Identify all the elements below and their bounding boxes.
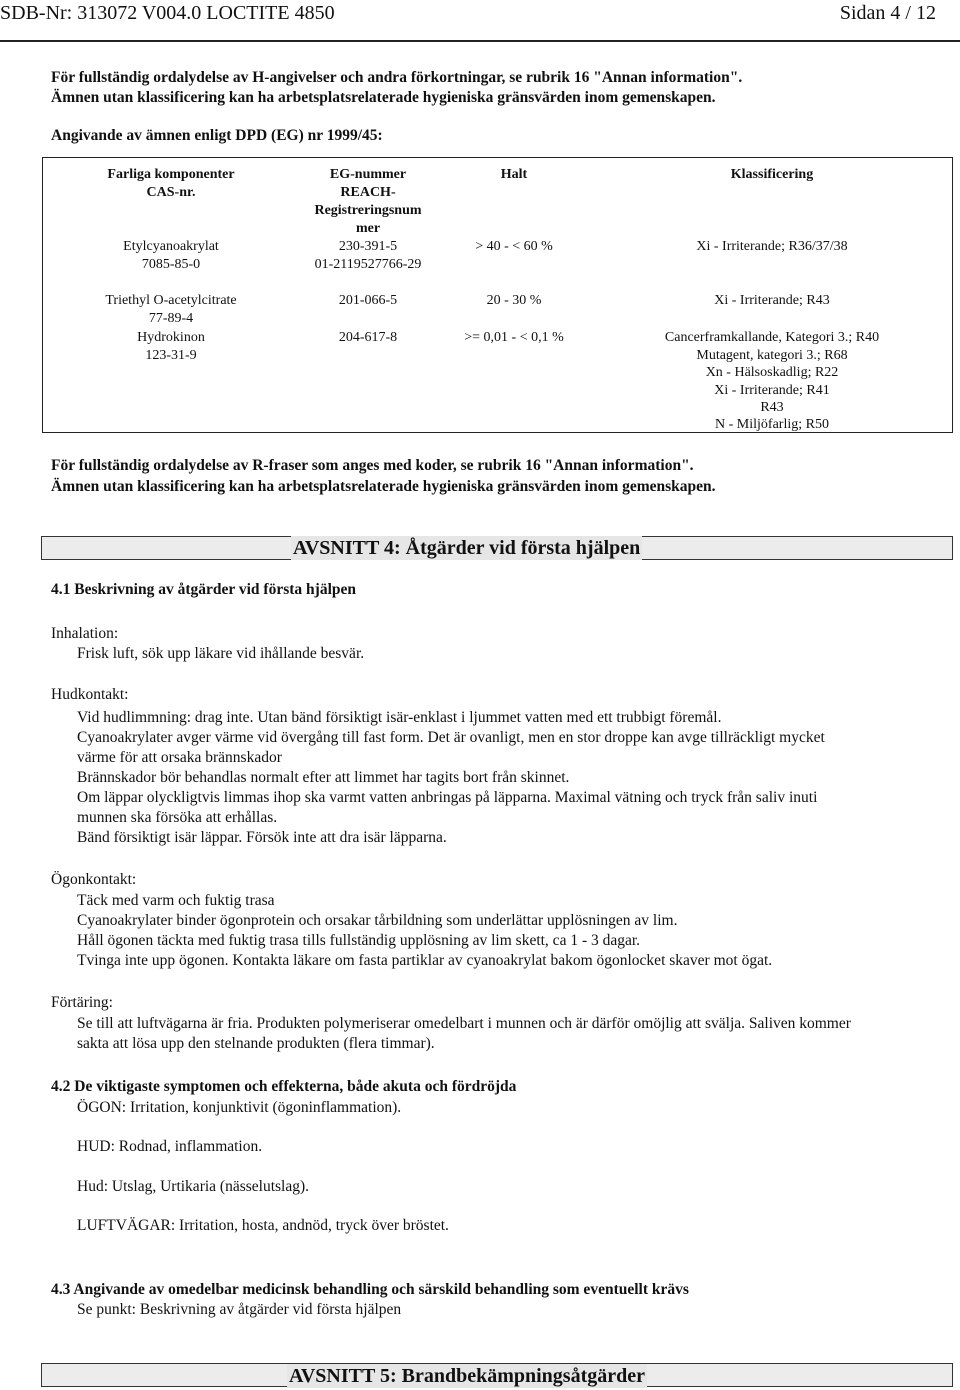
limits-note: Ämnen utan klassificering kan ha arbetsplatsrelaterade hygieniska gränsvärden inom gemenskapen. [51, 478, 716, 495]
header-components: Farliga komponenter [107, 167, 235, 182]
hud-line-4: Brännskador bör behandlas normalt efter att limmet har tagits bort från skinnet. [77, 769, 570, 786]
row3-cas: 123-31-9 [145, 348, 197, 363]
fortaring-label: Förtäring: [51, 994, 113, 1011]
header-eg: EG-nummer [329, 167, 407, 182]
row2-name: Triethyl O-acetylcitrate [105, 293, 237, 308]
row3-klass-6: N - Miljöfarlig; R50 [715, 417, 829, 432]
ogon-line-4: Tvinga inte upp ögonen. Kontakta läkare om fasta partiklar av cyanoakrylat bakom ögonlocket skaver mot ögat. [77, 952, 773, 969]
intro-note-h-phrases: För fullständig ordalydelse av H-angivelser och andra förkortningar, se rubrik 16 "Annan information". [51, 69, 743, 86]
row3-klass-4: Xi - Irriterande; R41 [714, 383, 830, 398]
header-cas: CAS-nr. [146, 185, 196, 200]
intro-note-limits: Ämnen utan klassificering kan ha arbetsplatsrelaterade hygieniska gränsvärden inom gemenskapen. [51, 89, 716, 106]
hud-line-6: munnen ska försöka att erhållas. [77, 809, 278, 826]
subsection-4-2: 4.2 De viktigaste symptomen och effekterna, både akuta och fördröjda [51, 1078, 517, 1095]
row3-klass-3: Xn - Hälsoskadlig; R22 [705, 365, 839, 380]
row2-halt: 20 - 30 % [486, 293, 542, 308]
row3-name: Hydrokinon [137, 330, 205, 345]
fortaring-line-1: Se till att luftvägarna är fria. Produkten polymeriserar omedelbart i munnen och är därför omöjlig att svälja. Saliven kommer [77, 1015, 851, 1032]
r-phrases-note: För fullständig ordalydelse av R-fraser som anges med koder, se rubrik 16 "Annan information". [51, 457, 694, 474]
symptom-hud-utslag: Hud: Utslag, Urtikaria (nässelutslag). [77, 1178, 310, 1195]
symptom-hud: HUD: Rodnad, inflammation. [77, 1138, 263, 1155]
symptom-ogon: ÖGON: Irritation, konjunktivit (ögoninflammation). [77, 1099, 402, 1116]
row1-eg: 230-391-5 [338, 239, 398, 254]
row3-halt: >= 0,01 - < 0,1 % [464, 330, 564, 345]
ogon-line-2: Cyanoakrylater binder ögonprotein och orsakar tårbildning som underlättar upplösningen av lim. [77, 912, 678, 929]
row2-cas: 77-89-4 [148, 311, 194, 326]
subsection-4-1: 4.1 Beskrivning av åtgärder vid första hjälpen [51, 581, 356, 598]
section4-title: AVSNITT 4: Åtgärder vid första hjälpen [293, 537, 641, 559]
header-reach-reg: Registreringsnum [314, 203, 422, 218]
subsection-4-3: 4.3 Angivande av omedelbar medicinsk behandling och särskild behandling som eventuellt krävs [51, 1281, 689, 1298]
hud-label: Hudkontakt: [51, 686, 129, 703]
row3-klass-2: Mutagent, kategori 3.; R68 [696, 348, 848, 363]
header-reach-mer: mer [355, 221, 381, 236]
ogon-line-3: Håll ögonen täckta med fuktig trasa tills fullständig upplösning av lim skett, ca 1 - 3 dagar. [77, 932, 641, 949]
row3-klass-1: Cancerframkallande, Kategori 3.; R40 [664, 330, 880, 345]
row2-eg: 201-066-5 [338, 293, 398, 308]
row3-eg: 204-617-8 [338, 330, 398, 345]
inhalation-label: Inhalation: [51, 625, 119, 642]
header-reach: REACH- [340, 185, 396, 200]
header-klassificering: Klassificering [730, 167, 814, 182]
ogon-line-1: Täck med varm och fuktig trasa [77, 892, 275, 909]
row1-cas: 7085-85-0 [141, 257, 201, 272]
dpd-heading: Angivande av ämnen enligt DPD (EG) nr 1999/45: [51, 127, 383, 144]
document-header-left: SDB-Nr: 313072 V004.0 LOCTITE 4850 [0, 2, 335, 24]
hud-line-3: värme för att orsaka brännskador [77, 749, 282, 766]
row1-klass: Xi - Irriterande; R36/37/38 [696, 239, 848, 254]
subsection-4-3-text: Se punkt: Beskrivning av åtgärder vid första hjälpen [77, 1301, 402, 1318]
ogon-label: Ögonkontakt: [51, 871, 137, 888]
header-divider [0, 40, 960, 42]
header-halt: Halt [500, 167, 528, 182]
row1-reach: 01-2119527766-29 [314, 257, 422, 272]
hud-line-2: Cyanoakrylater avger värme vid övergång till fast form. Det är ovanligt, men en stor droppe kan avge tillräckligt mycket [77, 729, 825, 746]
section5-title: AVSNITT 5: Brandbekämpningsåtgärder [289, 1365, 646, 1387]
fortaring-line-2: sakta att lösa upp den stelnande produkten (flera timmar). [77, 1035, 435, 1052]
inhalation-text: Frisk luft, sök upp läkare vid ihållande besvär. [77, 645, 365, 662]
hud-line-5: Om läppar olyckligtvis limmas ihop ska varmt vatten anbringas på läpparna. Maximal vätning och tryck från saliv inuti [77, 789, 818, 806]
symptom-luftvagar: LUFTVÄGAR: Irritation, hosta, andnöd, tryck över bröstet. [77, 1217, 449, 1234]
row1-name: Etylcyanoakrylat [123, 239, 219, 254]
hud-line-1: Vid hudlimmning: drag inte. Utan bänd försiktigt isär-enklast i ljummet vatten med ett trubbigt föremål. [77, 709, 722, 726]
row3-klass-5: R43 [760, 400, 784, 415]
page-number: Sidan 4 / 12 [839, 2, 936, 24]
hud-line-7: Bänd försiktigt isär läppar. Försök inte att dra isär läpparna. [77, 829, 447, 846]
row1-halt: > 40 - < 60 % [475, 239, 553, 254]
row2-klass: Xi - Irriterande; R43 [714, 293, 830, 308]
